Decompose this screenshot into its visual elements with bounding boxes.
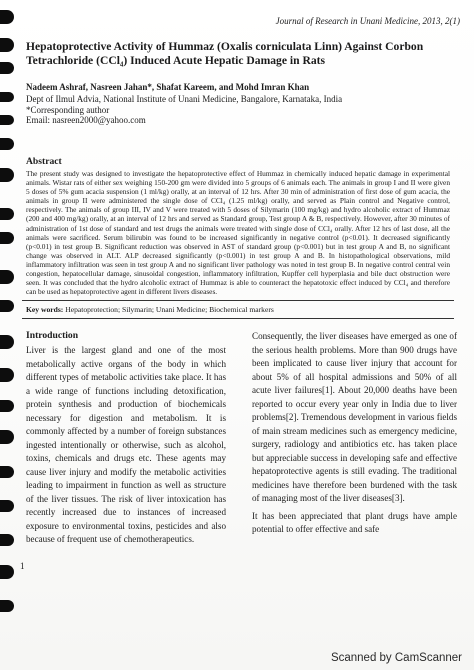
email: Email: nasreen2000@yahoo.com — [26, 115, 146, 125]
binding-mark — [0, 600, 14, 612]
article-title — [26, 40, 456, 68]
keywords — [26, 305, 450, 315]
divider — [22, 318, 454, 319]
journal-header: Journal of Research in Unani Medicine, 2013, 2(1) — [275, 16, 460, 26]
binding-mark — [0, 138, 14, 150]
divider — [22, 300, 454, 301]
binding-mark — [0, 10, 14, 24]
affiliation: Dept of Ilmul Advia, National Institute of Unani Medicine, Bangalore, Karnataka, India — [26, 94, 343, 104]
abstract-heading: Abstract — [26, 156, 62, 167]
binding-mark — [0, 335, 14, 349]
title-line: Tetrachloride (CCl₄) Induced Acute Hepatic Damage in Rats — [26, 54, 325, 67]
corresponding-author-note: *Corresponding author — [26, 104, 110, 115]
binding-mark — [0, 430, 14, 444]
abstract-text: The present study was designed to investigate the hepatoprotective effect of Hummaz in chemically induced hepatic damage in experimental animals. Wistar rats of either sex weighing 150-200 gm were divided into 5 groups of 6 animals each. The animals in group I and II were given 5 doses of 5% gum acacia suspension (1 ml/kg) orally, at an interval of 12 hrs. After 30 min of administration of first dose of gum acacia, the animals in group II were administered the single dose of CCl₄ (1.25 ml/kg) orally, and served as Plain control and Negative control, respectively. The animals of group III, IV and V were treated with 5 doses of Silymarin (100 mg/kg) and hydro alcoholic extract of Hummaz (200 and 400 mg/kg) orally, at an interval of 12 hrs and served as Standard group, Test group A & B, respectively. However, after 30 minutes of administration of 1st dose of standard and test drugs the animals were treated with single dose of CCl₄ orally. After 12 hrs of last dose, all the animals were sacrificed. Serum bilirubin was found to be increased significantly in negative control (p<0.01). It decreased significantly (p<0.01) in test group B. Significant reduction was observed in AST of standard group (p<0.001) but in test group A and B, no significant change was observed in ALT. ALP decreased significantly (p<0.001) in test group A and B. In histopathological observations, mild inflammatory infiltration was seen in test group A and no significant liver pathology was noted in test group B. In negative control central vein congestion, hepatocellular damage, sinusoidal congestion, inflammatory infiltration, Kupffer cell hyperplasia and bile duct obstruction were seen. It was concluded that the hydro alcoholic extract of Hummaz is able to counteract the hepatotoxic effect induced by CCl₄ and therefore can be used as hepatoprotective agent in different livers diseases. — [26, 169, 450, 297]
binding-mark — [0, 232, 14, 244]
body-paragraph: Consequently, the liver diseases have emerged as one of the serious health problems. More than 900 drugs have been implicated to cause liver injury that account for about 5% of all hospital admissions and 50% of all acute liver failures[1]. About 20,000 deaths have been reported to occur every year only in India due to liver problems[2]. Tremendous development in various fields of main stream medicines such as emergency medicine, surgery, radiology and antibiotics etc. has taken place but appreciable success in developing safe and effective hepatoprotective agents is still evading. The traditional medicines have therefore been burdened with the task of managing most of the liver diseases[3]. — [252, 331, 457, 503]
right-column — [252, 330, 457, 537]
intro-paragraph: Liver is the largest gland and one of the most metabolically active organs of the body in which different types of metabolic activities take place. It has a wide range of functions including detoxification, protein synthesis and production of biochemicals necessary for digestion and metabolism. It is commonly affected by a number of foreign substances ingested intentionally or otherwise, such as alcohol, toxins, chemicals and drugs etc. These agents may cause liver injury and modify the metabolic activities leading to impairment in function as well as structure of the liver tissues. The risk of liver intoxication has recently increased due to instances of increased exposure to environmental toxins, pesticides and also because of frequent use of chemotherapeutics. — [26, 345, 226, 544]
binding-mark — [0, 270, 14, 284]
binding-mark — [0, 62, 14, 74]
body-paragraph: It has been appreciated that plant drugs have ample potential to offer effective and safe — [252, 510, 457, 534]
binding-mark — [0, 400, 14, 412]
binding-mark — [0, 500, 14, 512]
binding-mark — [0, 115, 14, 125]
binding-mark — [0, 38, 14, 52]
title-line: Hepatoprotective Activity of Hummaz (Oxalis corniculata Linn) Against Corbon — [26, 40, 424, 53]
binding-mark — [0, 208, 14, 220]
keywords-label: Key words: — [26, 305, 64, 314]
author-list: Nadeem Ashraf, Nasreen Jahan*, Shafat Kareem, and Mohd Imran Khan — [26, 82, 310, 92]
binding-mark — [0, 466, 14, 478]
binding-mark — [0, 565, 14, 579]
binding-mark — [0, 534, 14, 546]
keywords-text: Hepatoprotection; Silymarin; Unani Medicine; Biochemical markers — [65, 305, 274, 314]
binding-mark — [0, 168, 14, 182]
left-column — [26, 344, 226, 547]
affiliation-block — [26, 94, 456, 126]
page-number: 1 — [20, 561, 25, 571]
binding-mark — [0, 300, 14, 312]
binding-mark — [0, 92, 14, 102]
scanner-watermark: Scanned by CamScanner — [330, 652, 462, 664]
binding-mark — [0, 368, 14, 382]
introduction-heading: Introduction — [26, 330, 79, 341]
